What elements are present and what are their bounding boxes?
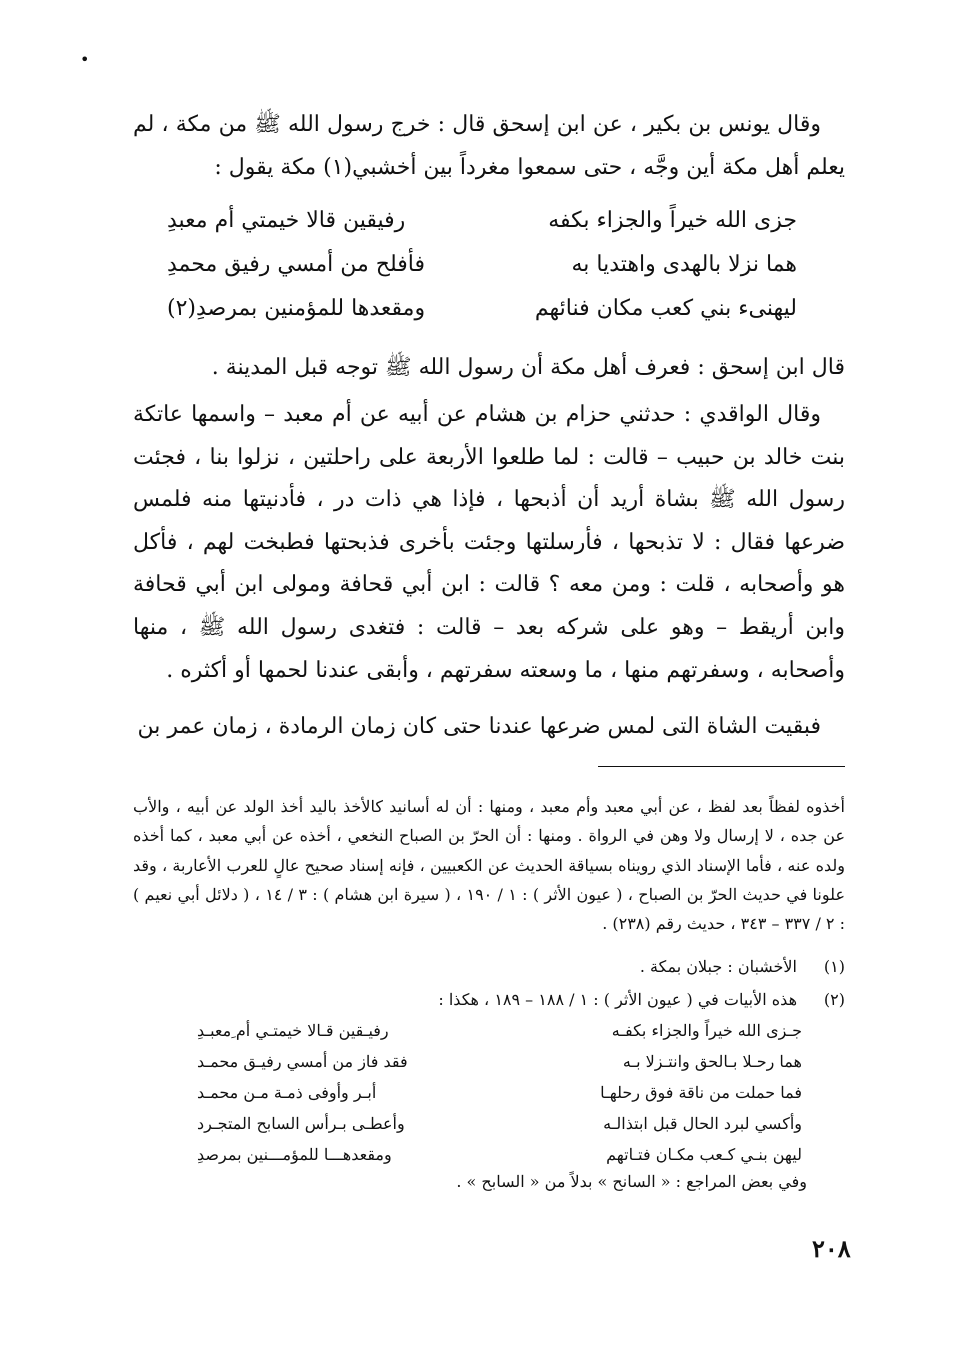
poem-verses	[167, 198, 797, 330]
footnote-text: هذه الأبيات في ( عيون الأثر ) : ١ / ١٨٨ – ١٨٩ ، هكذا :	[438, 990, 797, 1009]
verse-hemistich-left: فأفلح من أمسي رفيق محمدِ	[167, 251, 425, 277]
footnote-verse-line	[197, 1139, 802, 1170]
paragraph-closing	[133, 706, 845, 749]
paragraph-opening	[133, 104, 845, 189]
verse-hemistich-right: جزى الله خيراً والجزاء بكفه	[548, 207, 797, 233]
verse-hemistich-left: ومقعدهـــا للمؤمـــنين بمرصدِ	[197, 1145, 392, 1164]
verse-hemistich-left: ومقعدها للمؤمنين بمرصدِ(٢)	[167, 295, 426, 321]
verse-hemistich-left: وأعطـى بـرأس السابح المتجـرد	[197, 1114, 405, 1133]
footnote-2	[115, 985, 845, 1014]
footnote-number: (١)	[823, 957, 845, 976]
verse-hemistich-right: هما رحـلا بـالحق وانتـزلا بـه	[622, 1052, 802, 1071]
verse-hemistich-right: ليهنىء بني كعب مكان فنائهم	[534, 295, 797, 321]
footnote-1	[115, 952, 845, 981]
verse-line	[167, 242, 797, 286]
footnote-verse-line	[197, 1015, 802, 1046]
paragraph-text: وقال يونس بن بكير ، عن ابن إسحق قال : خرج رسول الله ﷺ من مكة ، لم يعلم أهل مكة أين وجَّه ، حتى سمعوا مغرداً بين أخشبي(١) مكة يقول :	[133, 112, 845, 180]
footnote-number: (٢)	[823, 990, 845, 1009]
verse-hemistich-left: رفيـقين قـالا خيمتـي أم ِمعبـدِ	[197, 1021, 389, 1040]
verse-line	[167, 198, 797, 242]
footnote-divider	[598, 766, 845, 767]
verse-hemistich-left: رفيقين قالا خيمتي أم معبدِ	[167, 207, 406, 233]
footnote-poem	[197, 1015, 802, 1170]
verse-hemistich-right: هما نزلا بالهدى واهتديا به	[571, 251, 797, 277]
footnote-verse-line	[197, 1108, 802, 1139]
paragraph-text: قال ابن إسحق : فعرف أهل مكة أن رسول الله ﷺ توجه قبل المدينة .	[211, 355, 845, 380]
footnote-verse-line	[197, 1077, 802, 1108]
paragraph-ibn-ishaq	[133, 347, 845, 390]
verse-hemistich-right: جـزى الله خيراً والجزاء بكفـه	[611, 1021, 802, 1040]
footnote-continuation: أخذوه لفظاً بعد لفظ ، عن أبي معبد وأم معبد ، ومنها : أن له أسانيد كالأخذ باليد أخذ الولد عن أبيه ، والأب عن جده ، لا إرسال ولا وهن في الرواة . ومنها : أن الحرّ بن الصباح النخعي ، أخذه عن أبي معبد ، كما أخذه ولده عنه ، فأما الإسناد الذي رويناه بسياقة الحديث عن الكعبيين ، فإنه إسناد صحيح عالٍ للعرب الأعاربة ، وقد علونا في حديث الحرّ بن الصباح ، ( عيون الأثر ) : ١ / ١٩٠ ، ( سيرة ابن هشام ) : ٣ / ١٤ ، ( دلائل أبي نعيم ) : ٢ / ٣٣٧ – ٣٤٣ ، حديث رقم (٢٣٨) .	[133, 797, 845, 934]
footnote-text: الأخشبان : جبلان بمكة .	[639, 957, 797, 976]
paragraph-text: فبقيت الشاة التى لمس ضرعها عندنا حتى كان زمان الرمادة ، زمان عمر بن	[137, 714, 821, 739]
footnote-reference-note: وفي بعض المراجع : « السانح » بدلاً من « السابح » .	[456, 1172, 807, 1191]
page-number: ٢٠٨	[812, 1234, 851, 1263]
paragraph-waqidi	[133, 394, 845, 692]
footnote-verse-line	[197, 1046, 802, 1077]
paragraph-text: وقال الواقدي : حدثني حزام بن هشام عن أبيه عن أم معبد – واسمها عاتكة بنت خالد بن حبيب – قالت : لما طلعوا الأربعة على راحلتين ، نزلوا بنا ، فجئت رسول الله ﷺ بشاة أريد أن أذبحها ، فإذا هي ذات در ، فأدنيتها منه فلمس ضرعها فقال : لا تذبحها ، فأرسلتها وجئت بأخرى فذبحتها فطبخت لهم ، فأكل هو وأصحابه ، قلت : ومن معه ؟ قالت : ابن أبي قحافة ومولى ابن أبي قحافة وابن أريقط – وهو على شركه بعد – قالت : فتغدى رسول الله ﷺ ، منها وأصحابه ، وسفرتهم منها ، ما وسعته سفرتهم ، وأبقى عندنا لحمها أو أكثره .	[133, 402, 845, 683]
verse-hemistich-left: فقد فاز من أمسي رفيـق محمـد	[197, 1052, 408, 1071]
page-marker: •	[80, 50, 90, 69]
verse-hemistich-left: أبـر وأوفى ذمـة مـن محمـد	[197, 1083, 377, 1102]
verse-hemistich-right: فما حملت من ناقة فوق رحلهـا	[600, 1083, 802, 1102]
verse-line	[167, 286, 797, 330]
verse-hemistich-right: وأكسي لبرد الحال قبل ابتذالـه	[603, 1114, 802, 1133]
verse-hemistich-right: ليهن بنـي كـعب مكـان فتـاتهم	[606, 1145, 802, 1164]
